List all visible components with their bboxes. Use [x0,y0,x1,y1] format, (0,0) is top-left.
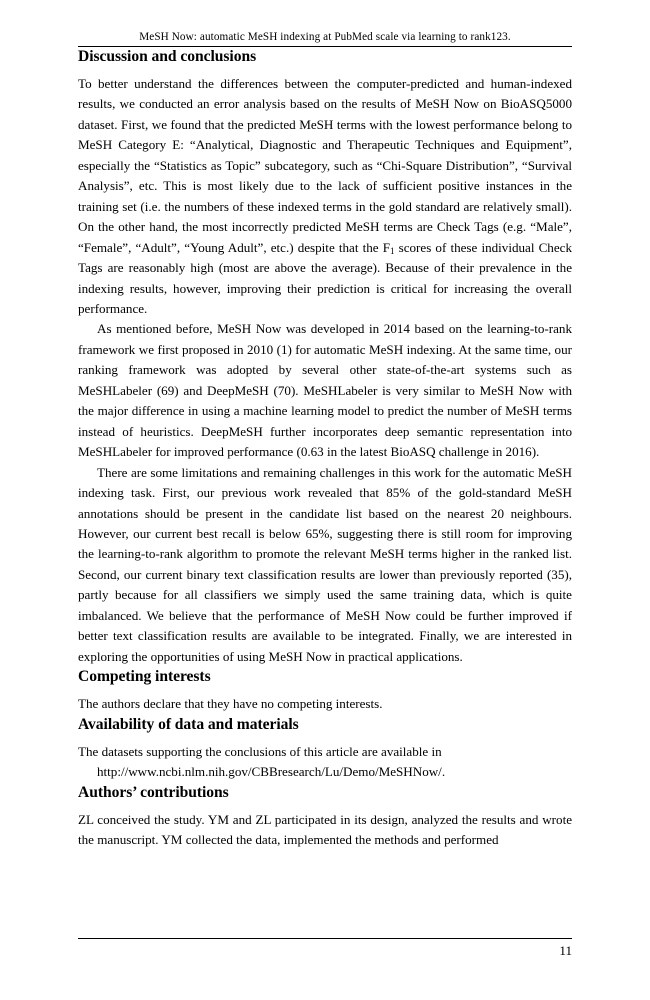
paragraph-discussion-3: There are some limitations and remaining challenges in this work for the automatic MeSH indexing task. First, our previous work revealed that 85% of the gold-standard MeSH annotations should be present in the candidate list based on the nearest 20 neighbours. However, our current best recall is below 65%, suggesting there is still room for improving the learning-to-rank algorithm to promote the relevant MeSH terms higher in the ranked list. Second, our current binary text classification results are lower than previously reported (35), partly because for all classifiers we simply used the same training data, which is quite imbalanced. We believe that the performance of MeSH Now could be further improved if better text classification results are available to be integrated. Finally, we are interested in exploring the opportunities of using MeSH Now in practical applications. [78,464,572,664]
running-head: MeSH Now: automatic MeSH indexing at PubMed scale via learning to rank123. [139,31,511,43]
heading-discussion-and-conclusions: Discussion and conclusions [78,48,257,65]
f1-score-symbol [383,240,395,255]
availability-text: The datasets supporting the conclusions of this article are available in [78,743,442,759]
paragraph-availability [78,742,572,783]
paragraph-discussion-1-part-b: scores of these individual Check Tags are reasonably high (most are above the average). Because of their prevalence in the indexing results, however, improving their prediction is critical for increasing the overall performance. [78,239,572,316]
page-number: 11 [559,943,572,958]
paragraph-competing-interests: The authors declare that they have no competing interests. [78,696,383,712]
heading-competing-interests: Competing interests [78,668,211,686]
paragraph-discussion-1-part-a: To better understand the differences between the computer-predicted and human-indexed results, we conducted an error analysis based on the results of MeSH Now on BioASQ5000 dataset. First, we found that the predicted MeSH terms with the lowest performance belong to MeSH Category E: “Analytical, Diagnostic and Therapeutic Techniques and Equipment”, especially the “Statistics as Topic” subcategory, such as “Chi-Square Distribution”, “Survival Analysis”, etc. This is most likely due to the lack of sufficient positive instances in the training set (i.e. the numbers of these indexed terms in the gold standard are relatively small). On the other hand, the most incorrectly predicted MeSH terms are Check Tags (e.g. “Male”, “Female”, “Adult”, “Young Adult”, etc.) despite that the [78,76,572,255]
paragraph-discussion-2: As mentioned before, MeSH Now was developed in 2014 based on the learning-to-rank framework we first proposed in 2010 (1) for automatic MeSH indexing. At the same time, our ranking framework was adopted by several other state-of-the-art systems such as MeSHLabeler (69) and DeepMeSH (70). MeSHLabeler is very similar to MeSH Now with the major difference in using a machine learning model to predict the number of MeSH terms instead of heuristics. DeepMeSH further incorporates deep semantic representation into MeSHLabeler for improved performance (0.63 in the latest BioASQ challenge in 2016). [78,321,572,460]
paragraph-discussion-1 [78,74,572,319]
f1-subscript: 1 [390,245,395,256]
f1-base: F [382,239,390,255]
footer-rule [78,938,572,939]
heading-authors-contributions: Authors’ contributions [78,783,229,801]
page-footer [78,938,572,959]
paragraph-authors-contributions: ZL conceived the study. YM and ZL participated in its design, analyzed the results and wrote the manuscript. YM collected the data, implemented the methods and performed [78,811,572,847]
heading-availability-of-data-and-materials: Availability of data and materials [78,715,299,733]
availability-url[interactable]: http://www.ncbi.nlm.nih.gov/CBBresearch/Lu/Demo/MeSHNow/. [97,764,446,780]
page-content [78,30,572,850]
